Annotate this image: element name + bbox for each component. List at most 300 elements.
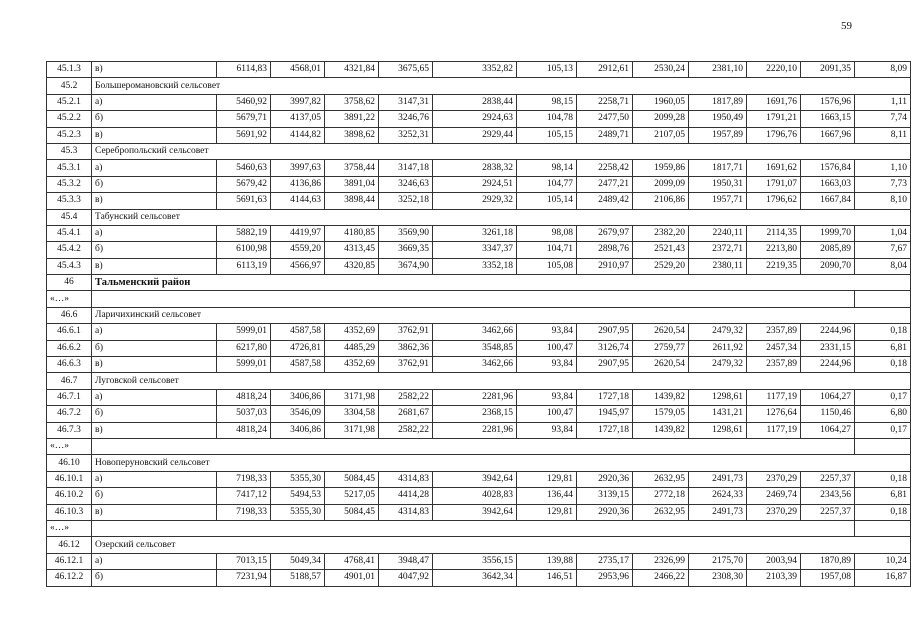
council-title: Ларичихинский сельсовет: [92, 307, 911, 323]
table-row: [47, 455, 911, 471]
table-row: [47, 570, 911, 586]
value-cell: 7231,94: [217, 570, 271, 586]
value-cell: 6114,83: [217, 62, 271, 78]
table-row: [47, 357, 911, 373]
table-row: [47, 258, 911, 274]
value-cell: 2681,67: [379, 406, 433, 422]
value-cell: 3261,18: [433, 225, 517, 241]
value-cell: 146,51: [517, 570, 577, 586]
value-cell: 4320,85: [325, 258, 379, 274]
council-title: Луговской сельсовет: [92, 373, 911, 389]
value-cell: 105,13: [517, 62, 577, 78]
value-cell: 3948,47: [379, 553, 433, 569]
value-cell: 5084,45: [325, 471, 379, 487]
value-cell: 2632,95: [633, 504, 689, 520]
value-cell: 4180,85: [325, 225, 379, 241]
value-cell: 93,84: [517, 324, 577, 340]
value-cell: 5999,01: [217, 357, 271, 373]
value-cell: 2772,18: [633, 488, 689, 504]
value-cell: 4568,01: [271, 62, 325, 78]
value-cell: 2258,42: [577, 160, 633, 176]
value-cell: 4144,82: [271, 127, 325, 143]
table-row: [47, 94, 911, 110]
value-cell: 4768,41: [325, 553, 379, 569]
value-cell: 1667,96: [801, 127, 855, 143]
value-cell: 1663,15: [801, 111, 855, 127]
row-code: 46.12: [47, 537, 92, 553]
value-cell: 1431,21: [689, 406, 747, 422]
value-cell: 2466,22: [633, 570, 689, 586]
value-cell: 3762,91: [379, 324, 433, 340]
value-cell: 2929,44: [433, 127, 517, 143]
value-cell: 2357,89: [747, 357, 801, 373]
value-cell: 7013,15: [217, 553, 271, 569]
row-code: 46.7: [47, 373, 92, 389]
value-cell: 1691,76: [747, 94, 801, 110]
value-cell: 1576,96: [801, 94, 855, 110]
value-cell: 1150,46: [801, 406, 855, 422]
value-cell: 4726,81: [271, 340, 325, 356]
value-cell: 3942,64: [433, 471, 517, 487]
blank-cell: [92, 291, 855, 307]
value-cell: 6,80: [855, 406, 911, 422]
value-cell: 100,47: [517, 340, 577, 356]
value-cell: 2491,73: [689, 471, 747, 487]
value-cell: 129,81: [517, 471, 577, 487]
value-cell: 2326,99: [633, 553, 689, 569]
value-cell: 2308,30: [689, 570, 747, 586]
value-cell: 1817,71: [689, 160, 747, 176]
value-cell: 3139,15: [577, 488, 633, 504]
value-cell: 2489,71: [577, 127, 633, 143]
value-cell: 2091,35: [801, 62, 855, 78]
value-cell: 1,11: [855, 94, 911, 110]
value-cell: 8,11: [855, 127, 911, 143]
value-cell: 5084,45: [325, 504, 379, 520]
value-cell: 1791,07: [747, 176, 801, 192]
value-cell: 1999,70: [801, 225, 855, 241]
table-row: [47, 537, 911, 553]
value-cell: 2257,37: [801, 471, 855, 487]
value-cell: 3642,34: [433, 570, 517, 586]
value-cell: 3569,90: [379, 225, 433, 241]
value-cell: 2240,11: [689, 225, 747, 241]
blank-cell: [855, 520, 911, 536]
value-cell: 3891,22: [325, 111, 379, 127]
value-cell: 6217,80: [217, 340, 271, 356]
blank-cell: [92, 520, 855, 536]
value-cell: 1959,86: [633, 160, 689, 176]
table-row: [47, 111, 911, 127]
value-cell: 1957,89: [689, 127, 747, 143]
value-cell: 2920,36: [577, 504, 633, 520]
table-row: [47, 160, 911, 176]
row-subitem: а): [92, 225, 217, 241]
value-cell: 2679,97: [577, 225, 633, 241]
value-cell: 104,78: [517, 111, 577, 127]
value-cell: 104,71: [517, 242, 577, 258]
value-cell: 1298,61: [689, 422, 747, 438]
value-cell: 6100,98: [217, 242, 271, 258]
value-cell: 4566,97: [271, 258, 325, 274]
table-row: [47, 143, 911, 159]
table-row: [47, 62, 911, 78]
value-cell: 3997,82: [271, 94, 325, 110]
row-code: 45.3: [47, 143, 92, 159]
value-cell: 2838,32: [433, 160, 517, 176]
value-cell: 1064,27: [801, 422, 855, 438]
row-subitem: б): [92, 340, 217, 356]
value-cell: 2106,86: [633, 193, 689, 209]
value-cell: 3406,86: [271, 422, 325, 438]
value-cell: 6113,19: [217, 258, 271, 274]
value-cell: 1960,05: [633, 94, 689, 110]
value-cell: 5188,57: [271, 570, 325, 586]
value-cell: 3898,62: [325, 127, 379, 143]
value-cell: 2582,22: [379, 422, 433, 438]
council-title: Озерский сельсовет: [92, 537, 911, 553]
value-cell: 2907,95: [577, 324, 633, 340]
table-row: [47, 242, 911, 258]
value-cell: 2382,20: [633, 225, 689, 241]
value-cell: 129,81: [517, 504, 577, 520]
value-cell: 1579,05: [633, 406, 689, 422]
value-cell: 1177,19: [747, 422, 801, 438]
value-cell: 3352,82: [433, 62, 517, 78]
row-code: 46.6.3: [47, 357, 92, 373]
value-cell: 2620,54: [633, 324, 689, 340]
table-row: [47, 438, 911, 454]
value-cell: 1870,89: [801, 553, 855, 569]
value-cell: 5691,92: [217, 127, 271, 143]
value-cell: 2479,32: [689, 357, 747, 373]
value-cell: 4587,58: [271, 357, 325, 373]
row-code: «…»: [47, 291, 92, 307]
value-cell: 3352,18: [433, 258, 517, 274]
value-cell: 2380,11: [689, 258, 747, 274]
value-cell: 2489,42: [577, 193, 633, 209]
value-cell: 2219,35: [747, 258, 801, 274]
value-cell: 2920,36: [577, 471, 633, 487]
table-row: [47, 373, 911, 389]
value-cell: 7,73: [855, 176, 911, 192]
value-cell: 1576,84: [801, 160, 855, 176]
value-cell: 5679,42: [217, 176, 271, 192]
value-cell: 105,15: [517, 127, 577, 143]
row-code: 46.7.2: [47, 406, 92, 422]
value-cell: 2477,21: [577, 176, 633, 192]
value-cell: 2213,80: [747, 242, 801, 258]
value-cell: 2085,89: [801, 242, 855, 258]
row-subitem: а): [92, 389, 217, 405]
value-cell: 1950,49: [689, 111, 747, 127]
value-cell: 104,77: [517, 176, 577, 192]
value-cell: 0,18: [855, 324, 911, 340]
value-cell: 3252,18: [379, 193, 433, 209]
value-cell: 5999,01: [217, 324, 271, 340]
value-cell: 6,81: [855, 488, 911, 504]
value-cell: 2620,54: [633, 357, 689, 373]
value-cell: 2521,43: [633, 242, 689, 258]
value-cell: 3246,76: [379, 111, 433, 127]
value-cell: 2107,05: [633, 127, 689, 143]
table-row: [47, 291, 911, 307]
value-cell: 3347,37: [433, 242, 517, 258]
value-cell: 5355,30: [271, 471, 325, 487]
value-cell: 3674,90: [379, 258, 433, 274]
row-subitem: а): [92, 471, 217, 487]
value-cell: 1817,89: [689, 94, 747, 110]
value-cell: 98,08: [517, 225, 577, 241]
row-subitem: а): [92, 160, 217, 176]
row-code: 46.10.3: [47, 504, 92, 520]
value-cell: 4144,63: [271, 193, 325, 209]
value-cell: 2175,70: [689, 553, 747, 569]
value-cell: 1727,18: [577, 389, 633, 405]
value-cell: 3252,31: [379, 127, 433, 143]
value-cell: 5494,53: [271, 488, 325, 504]
value-cell: 7,74: [855, 111, 911, 127]
row-subitem: в): [92, 62, 217, 78]
row-subitem: б): [92, 406, 217, 422]
value-cell: 93,84: [517, 422, 577, 438]
value-cell: 1691,62: [747, 160, 801, 176]
value-cell: 0,17: [855, 422, 911, 438]
row-code: 45.2.3: [47, 127, 92, 143]
value-cell: 3147,18: [379, 160, 433, 176]
value-cell: 5037,03: [217, 406, 271, 422]
value-cell: 1950,31: [689, 176, 747, 192]
value-cell: 8,09: [855, 62, 911, 78]
row-code: 45.2: [47, 78, 92, 94]
value-cell: 2257,37: [801, 504, 855, 520]
row-subitem: в): [92, 193, 217, 209]
table-row: [47, 520, 911, 536]
value-cell: 4414,28: [379, 488, 433, 504]
value-cell: 5460,92: [217, 94, 271, 110]
row-subitem: в): [92, 422, 217, 438]
value-cell: 3147,31: [379, 94, 433, 110]
row-code: 46.10.1: [47, 471, 92, 487]
value-cell: 4136,86: [271, 176, 325, 192]
value-cell: 3898,44: [325, 193, 379, 209]
value-cell: 4314,83: [379, 504, 433, 520]
value-cell: 3675,65: [379, 62, 433, 78]
row-subitem: а): [92, 553, 217, 569]
value-cell: 4314,83: [379, 471, 433, 487]
value-cell: 0,18: [855, 357, 911, 373]
value-cell: 0,18: [855, 504, 911, 520]
row-code: 45.1.3: [47, 62, 92, 78]
value-cell: 1298,61: [689, 389, 747, 405]
value-cell: 3891,04: [325, 176, 379, 192]
value-cell: 2003,94: [747, 553, 801, 569]
value-cell: 1957,71: [689, 193, 747, 209]
council-title: Табунский сельсовет: [92, 209, 911, 225]
value-cell: 2953,96: [577, 570, 633, 586]
value-cell: 1064,27: [801, 389, 855, 405]
row-subitem: а): [92, 94, 217, 110]
table-row: [47, 78, 911, 94]
value-cell: 2624,33: [689, 488, 747, 504]
value-cell: 2258,71: [577, 94, 633, 110]
value-cell: 7417,12: [217, 488, 271, 504]
value-cell: 4818,24: [217, 422, 271, 438]
value-cell: 0,17: [855, 389, 911, 405]
value-cell: 3546,09: [271, 406, 325, 422]
table-row: [47, 176, 911, 192]
council-title: Большеромановский сельсовет: [92, 78, 911, 94]
row-code: 46: [47, 275, 92, 291]
value-cell: 1727,18: [577, 422, 633, 438]
value-cell: 2099,28: [633, 111, 689, 127]
row-code: 45.2.2: [47, 111, 92, 127]
row-code: 45.4: [47, 209, 92, 225]
value-cell: 3171,98: [325, 389, 379, 405]
value-cell: 98,14: [517, 160, 577, 176]
value-cell: 7198,33: [217, 471, 271, 487]
table-row: [47, 389, 911, 405]
value-cell: 2457,34: [747, 340, 801, 356]
value-cell: 2244,96: [801, 357, 855, 373]
row-code: 45.3.3: [47, 193, 92, 209]
row-code: «…»: [47, 438, 92, 454]
value-cell: 8,04: [855, 258, 911, 274]
blank-cell: [92, 438, 855, 454]
table-row: [47, 340, 911, 356]
value-cell: 2632,95: [633, 471, 689, 487]
row-subitem: в): [92, 357, 217, 373]
value-cell: 3942,64: [433, 504, 517, 520]
value-cell: 3126,74: [577, 340, 633, 356]
value-cell: 2281,96: [433, 422, 517, 438]
value-cell: 2357,89: [747, 324, 801, 340]
value-cell: 2244,96: [801, 324, 855, 340]
row-subitem: в): [92, 258, 217, 274]
value-cell: 100,47: [517, 406, 577, 422]
value-cell: 2910,97: [577, 258, 633, 274]
row-code: 46.12.2: [47, 570, 92, 586]
row-subitem: в): [92, 127, 217, 143]
value-cell: 2735,17: [577, 553, 633, 569]
value-cell: 1957,08: [801, 570, 855, 586]
council-title: Новоперуновский сельсовет: [92, 455, 911, 471]
value-cell: 7,67: [855, 242, 911, 258]
value-cell: 2370,29: [747, 471, 801, 487]
value-cell: 3462,66: [433, 324, 517, 340]
value-cell: 4485,29: [325, 340, 379, 356]
value-cell: 2924,63: [433, 111, 517, 127]
value-cell: 10,24: [855, 553, 911, 569]
value-cell: 8,10: [855, 193, 911, 209]
council-title: Серебропольский сельсовет: [92, 143, 911, 159]
value-cell: 4047,92: [379, 570, 433, 586]
value-cell: 1796,76: [747, 127, 801, 143]
row-code: 45.4.3: [47, 258, 92, 274]
value-cell: 3406,86: [271, 389, 325, 405]
row-subitem: б): [92, 242, 217, 258]
value-cell: 5882,19: [217, 225, 271, 241]
page-number: 59: [841, 20, 852, 32]
value-cell: 1667,84: [801, 193, 855, 209]
table-row: [47, 406, 911, 422]
row-subitem: б): [92, 488, 217, 504]
row-code: 46.6.1: [47, 324, 92, 340]
value-cell: 2838,44: [433, 94, 517, 110]
row-code: 46.10.2: [47, 488, 92, 504]
row-code: 46.7.1: [47, 389, 92, 405]
value-cell: 2924,51: [433, 176, 517, 192]
value-cell: 2331,15: [801, 340, 855, 356]
value-cell: 136,44: [517, 488, 577, 504]
value-cell: 2368,15: [433, 406, 517, 422]
value-cell: 4901,01: [325, 570, 379, 586]
value-cell: 5460,63: [217, 160, 271, 176]
value-cell: 2479,32: [689, 324, 747, 340]
value-cell: 2370,29: [747, 504, 801, 520]
value-cell: 98,15: [517, 94, 577, 110]
table-row: [47, 504, 911, 520]
value-cell: 1945,97: [577, 406, 633, 422]
value-cell: 0,18: [855, 471, 911, 487]
value-cell: 93,84: [517, 357, 577, 373]
value-cell: 3462,66: [433, 357, 517, 373]
value-cell: 105,08: [517, 258, 577, 274]
value-cell: 2090,70: [801, 258, 855, 274]
value-cell: 3669,35: [379, 242, 433, 258]
value-cell: 4419,97: [271, 225, 325, 241]
value-cell: 5355,30: [271, 504, 325, 520]
table-row: [47, 471, 911, 487]
value-cell: 4559,20: [271, 242, 325, 258]
row-subitem: б): [92, 176, 217, 192]
value-cell: 2611,92: [689, 340, 747, 356]
row-code: 46.12.1: [47, 553, 92, 569]
table-row: [47, 324, 911, 340]
value-cell: 1796,62: [747, 193, 801, 209]
value-cell: 5217,05: [325, 488, 379, 504]
value-cell: 5679,71: [217, 111, 271, 127]
value-cell: 4028,83: [433, 488, 517, 504]
value-cell: 4352,69: [325, 324, 379, 340]
row-code: 45.4.2: [47, 242, 92, 258]
row-code: 45.3.1: [47, 160, 92, 176]
value-cell: 4313,45: [325, 242, 379, 258]
value-cell: 16,87: [855, 570, 911, 586]
value-cell: 2912,61: [577, 62, 633, 78]
value-cell: 2103,39: [747, 570, 801, 586]
value-cell: 3548,85: [433, 340, 517, 356]
tariff-table: [46, 61, 911, 587]
value-cell: 1,04: [855, 225, 911, 241]
value-cell: 2220,10: [747, 62, 801, 78]
row-code: 45.2.1: [47, 94, 92, 110]
value-cell: 3556,15: [433, 553, 517, 569]
value-cell: 3758,62: [325, 94, 379, 110]
value-cell: 1663,03: [801, 176, 855, 192]
value-cell: 6,81: [855, 340, 911, 356]
value-cell: 2530,24: [633, 62, 689, 78]
row-code: 46.6: [47, 307, 92, 323]
value-cell: 2343,56: [801, 488, 855, 504]
row-code: 45.4.1: [47, 225, 92, 241]
table-row: [47, 553, 911, 569]
value-cell: 4818,24: [217, 389, 271, 405]
value-cell: 2099,09: [633, 176, 689, 192]
value-cell: 93,84: [517, 389, 577, 405]
value-cell: 2491,73: [689, 504, 747, 520]
row-code: «…»: [47, 520, 92, 536]
